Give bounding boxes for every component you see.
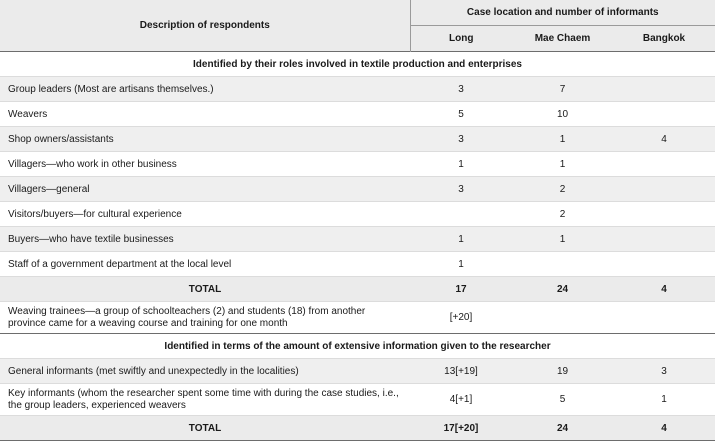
cell-mae-chaem: 7 <box>512 77 613 102</box>
cell-bangkok <box>613 227 715 252</box>
cell-mae-chaem <box>512 302 613 334</box>
total-label: TOTAL <box>0 416 410 441</box>
cell-bangkok: 3 <box>613 359 715 384</box>
cell-long: 13[+19] <box>410 359 512 384</box>
table-row <box>0 77 715 102</box>
section-header-information <box>0 334 715 359</box>
cell-bangkok: 4 <box>613 127 715 152</box>
table-row <box>0 152 715 177</box>
section-header-roles <box>0 52 715 77</box>
total-row <box>0 277 715 302</box>
cell-mae-chaem <box>512 252 613 277</box>
trainees-row <box>0 302 715 334</box>
column-header-mae-chaem: Mae Chaem <box>512 26 613 52</box>
total-row <box>0 416 715 441</box>
row-label: Weavers <box>0 102 410 127</box>
cell-bangkok: 1 <box>613 384 715 416</box>
total-mae-chaem: 24 <box>512 416 613 441</box>
description-header: Description of respondents <box>0 0 410 52</box>
table-row <box>0 102 715 127</box>
section-title: Identified by their roles involved in textile production and enterprises <box>0 52 715 77</box>
row-label: Villagers—who work in other business <box>0 152 410 177</box>
row-label: Shop owners/assistants <box>0 127 410 152</box>
table-row <box>0 227 715 252</box>
table-row <box>0 252 715 277</box>
cell-bangkok <box>613 202 715 227</box>
cell-long: 3 <box>410 177 512 202</box>
cell-long <box>410 202 512 227</box>
cell-mae-chaem: 19 <box>512 359 613 384</box>
row-label: Key informants (whom the researcher spent some time with during the case studies, i.e., the group leaders, experienced weavers <box>0 384 410 416</box>
case-location-header: Case location and number of informants <box>410 0 715 26</box>
row-label: Weaving trainees—a group of schoolteachers (2) and students (18) from another province came for a weaving course and training for one month <box>0 302 410 334</box>
row-label: General informants (met swiftly and unexpectedly in the localities) <box>0 359 410 384</box>
cell-bangkok <box>613 152 715 177</box>
table-row <box>0 384 715 416</box>
total-long: 17 <box>410 277 512 302</box>
row-label: Staff of a government department at the local level <box>0 252 410 277</box>
cell-bangkok <box>613 302 715 334</box>
table-row <box>0 359 715 384</box>
cell-long: 1 <box>410 152 512 177</box>
row-label: Villagers—general <box>0 177 410 202</box>
total-label: TOTAL <box>0 277 410 302</box>
total-mae-chaem: 24 <box>512 277 613 302</box>
cell-mae-chaem: 2 <box>512 177 613 202</box>
table-row <box>0 202 715 227</box>
cell-mae-chaem: 1 <box>512 127 613 152</box>
table-row <box>0 177 715 202</box>
cell-long: 3 <box>410 77 512 102</box>
header-row <box>0 0 715 26</box>
cell-long: 3 <box>410 127 512 152</box>
cell-long: [+20] <box>410 302 512 334</box>
cell-mae-chaem: 2 <box>512 202 613 227</box>
cell-bangkok <box>613 102 715 127</box>
cell-mae-chaem: 1 <box>512 227 613 252</box>
table-row <box>0 127 715 152</box>
total-bangkok: 4 <box>613 416 715 441</box>
column-header-bangkok: Bangkok <box>613 26 715 52</box>
cell-bangkok <box>613 252 715 277</box>
cell-bangkok <box>613 177 715 202</box>
cell-bangkok <box>613 77 715 102</box>
cell-long: 5 <box>410 102 512 127</box>
column-header-long: Long <box>410 26 512 52</box>
cell-long: 4[+1] <box>410 384 512 416</box>
cell-mae-chaem: 10 <box>512 102 613 127</box>
row-label: Visitors/buyers—for cultural experience <box>0 202 410 227</box>
row-label: Buyers—who have textile businesses <box>0 227 410 252</box>
total-long: 17[+20] <box>410 416 512 441</box>
cell-mae-chaem: 1 <box>512 152 613 177</box>
cell-long: 1 <box>410 227 512 252</box>
cell-long: 1 <box>410 252 512 277</box>
total-bangkok: 4 <box>613 277 715 302</box>
row-label: Group leaders (Most are artisans themselves.) <box>0 77 410 102</box>
section-title: Identified in terms of the amount of extensive information given to the researcher <box>0 334 715 359</box>
cell-mae-chaem: 5 <box>512 384 613 416</box>
